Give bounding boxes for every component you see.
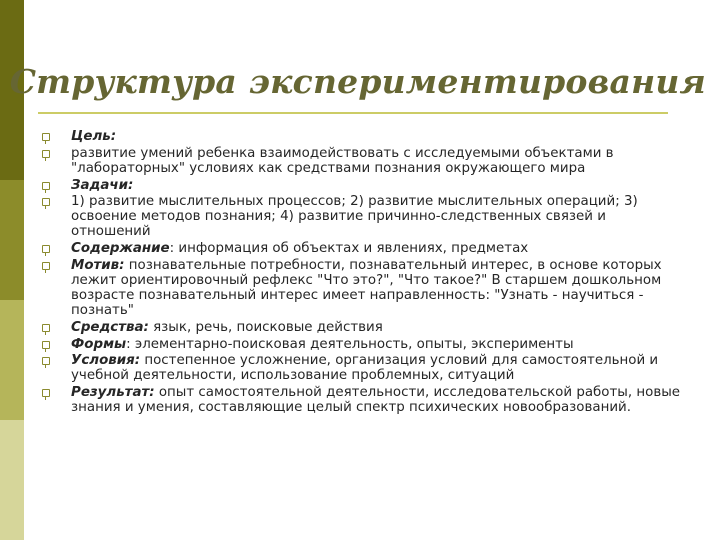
list-item (42, 146, 682, 176)
square-bullet-icon (42, 262, 50, 270)
list-item (42, 353, 682, 383)
sidebar-segment (0, 300, 24, 420)
item-text: язык, речь, поисковые действия (148, 319, 383, 335)
list-item (42, 194, 682, 239)
item-key: Результат: (71, 385, 155, 401)
bullet-list (42, 129, 682, 417)
square-bullet-icon (42, 357, 50, 365)
item-text: познавательные потребности, познавательный интерес, в основе которых лежит ориентировочный рефлекс "Что это?", "Что такое?" В старшем дошкольном возрасте познавательный интерес имеет направленность: "Узнать - научиться - познать" (71, 257, 662, 318)
list-item (42, 320, 682, 335)
item-text: : информация об объектах и явлениях, предметах (169, 241, 529, 257)
slide-title: Структура экспериментирования (9, 62, 706, 101)
item-text: постепенное усложнение, организация условий для самостоятельной и учебной деятельности, использование проблемных, ситуаций (71, 353, 659, 384)
list-item (42, 178, 682, 193)
square-bullet-icon (42, 245, 50, 253)
list-item (42, 241, 682, 256)
sidebar-segment (0, 180, 24, 300)
square-bullet-icon (42, 324, 50, 332)
item-key: Формы (71, 336, 127, 352)
square-bullet-icon (42, 133, 50, 141)
item-key: Содержание (71, 241, 170, 257)
list-item (42, 129, 682, 144)
item-key: Задачи: (71, 177, 134, 193)
item-key: Мотив: (71, 257, 125, 273)
item-key: Условия: (71, 353, 141, 369)
square-bullet-icon (42, 198, 50, 206)
item-text: развитие умений ребенка взаимодействовать с исследуемыми объектами в "лабораторных" условиях как средствами познания окружающего мира (71, 145, 614, 176)
square-bullet-icon (42, 150, 50, 158)
item-text: : элементарно-поисковая деятельность, опыты, эксперименты (126, 336, 574, 352)
item-key: Средства: (71, 319, 149, 335)
item-key: Цель: (71, 129, 117, 144)
item-text: 1) развитие мыслительных процессов; 2) развитие мыслительных операций; 3) освоение методов познания; 4) развитие причинно-следственных связей и отношений (71, 194, 638, 240)
list-item (42, 258, 682, 318)
square-bullet-icon (42, 389, 50, 397)
title-underline (38, 112, 668, 114)
sidebar-segment (0, 420, 24, 540)
square-bullet-icon (42, 182, 50, 190)
square-bullet-icon (42, 341, 50, 349)
item-text: опыт самостоятельной деятельности, исследовательской работы, новые знания и умения, составляющие целый спектр психических новообразований. (71, 385, 681, 416)
list-item (42, 385, 682, 415)
list-item (42, 337, 682, 352)
